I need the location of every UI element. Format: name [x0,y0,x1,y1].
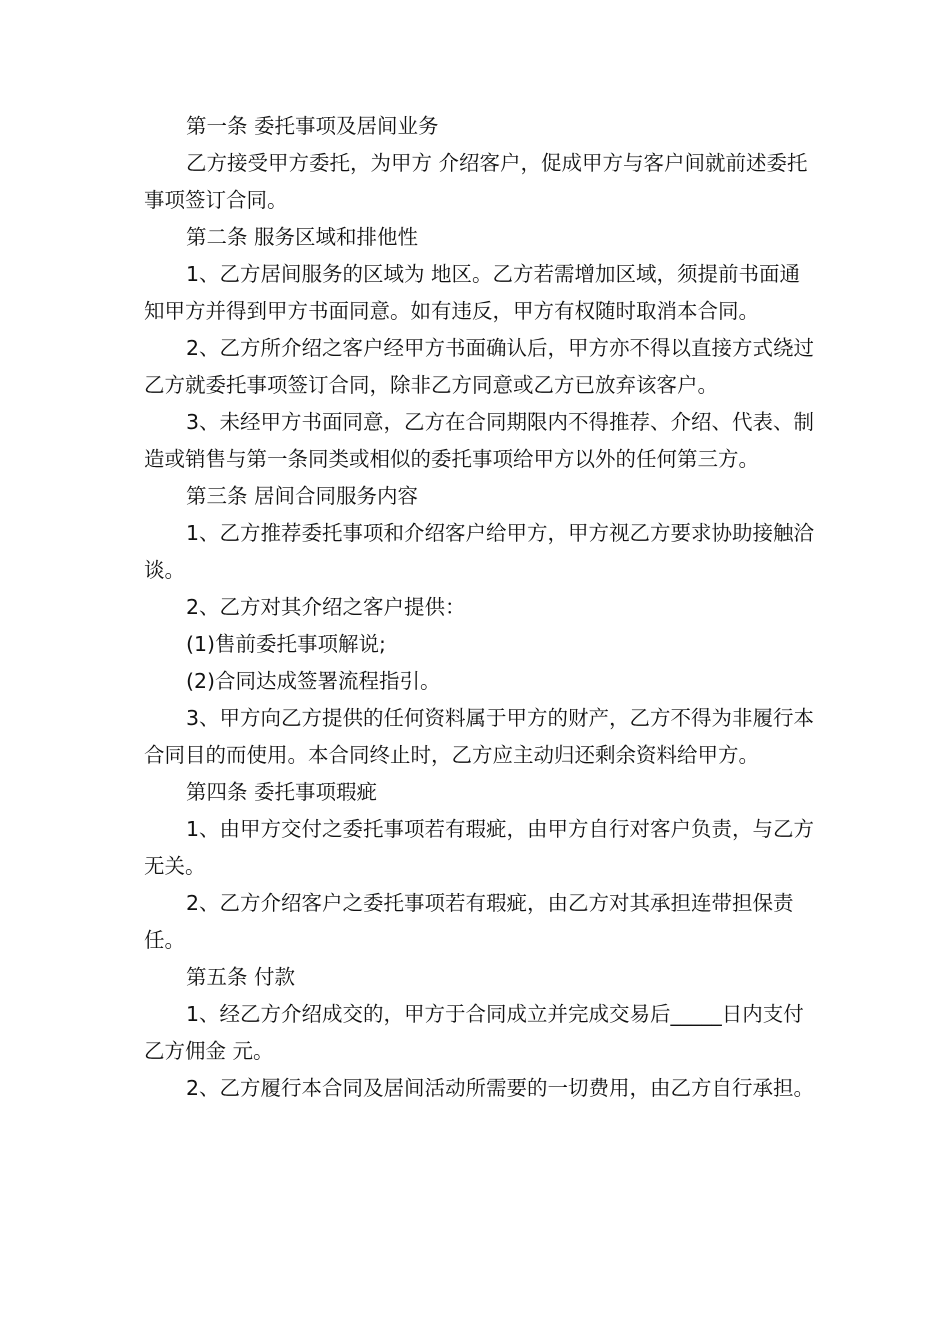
article-3-clause-2: 2、乙方对其介绍之客户提供： [186,595,466,619]
article-2-clause-2: 2、乙方所介绍之客户经甲方书面确认后，甲方亦不得以直接方式绕过乙方就委托事项签订合同，除非乙方同意或乙方已放弃该客户。 [144,336,815,397]
article-5-clause-1: 1、经乙方介绍成交的，甲方于合同成立并完成交易后_____日内支付乙方佣金 元。 [144,1002,804,1063]
article-4-clause-1: 1、由甲方交付之委托事项若有瑕疵，由甲方自行对客户负责，与乙方无关。 [144,817,815,878]
document-body [144,108,816,1107]
article-2-clause-1: 1、乙方居间服务的区域为 地区。乙方若需增加区域，须提前书面通知甲方并得到甲方书面同意。如有违反，甲方有权随时取消本合同。 [144,262,801,323]
article-3-heading: 第三条 居间合同服务内容 [186,484,419,508]
article-5-heading: 第五条 付款 [186,965,296,989]
article-3-subitem-2: (2)合同达成签署流程指引。 [186,669,441,693]
article-1-paragraph: 乙方接受甲方委托，为甲方 介绍客户，促成甲方与客户间就前述委托事项签订合同。 [144,151,808,212]
article-3-clause-1: 1、乙方推荐委托事项和介绍客户给甲方，甲方视乙方要求协助接触洽谈。 [144,521,815,582]
article-3-subitem-1: (1)售前委托事项解说; [186,632,386,656]
article-1-heading: 第一条 委托事项及居间业务 [186,114,439,138]
article-3-clause-3: 3、甲方向乙方提供的任何资料属于甲方的财产，乙方不得为非履行本合同目的而使用。本合同终止时，乙方应主动归还剩余资料给甲方。 [144,706,815,767]
article-5-clause-2: 2、乙方履行本合同及居间活动所需要的一切费用，由乙方自行承担。 [186,1076,815,1100]
article-2-heading: 第二条 服务区域和排他性 [186,225,419,249]
article-4-heading: 第四条 委托事项瑕疵 [186,780,378,804]
article-4-clause-2: 2、乙方介绍客户之委托事项若有瑕疵，由乙方对其承担连带担保责任。 [144,891,794,952]
article-2-clause-3: 3、未经甲方书面同意，乙方在合同期限内不得推荐、介绍、代表、制造或销售与第一条同类或相似的委托事项给甲方以外的任何第三方。 [144,410,815,471]
